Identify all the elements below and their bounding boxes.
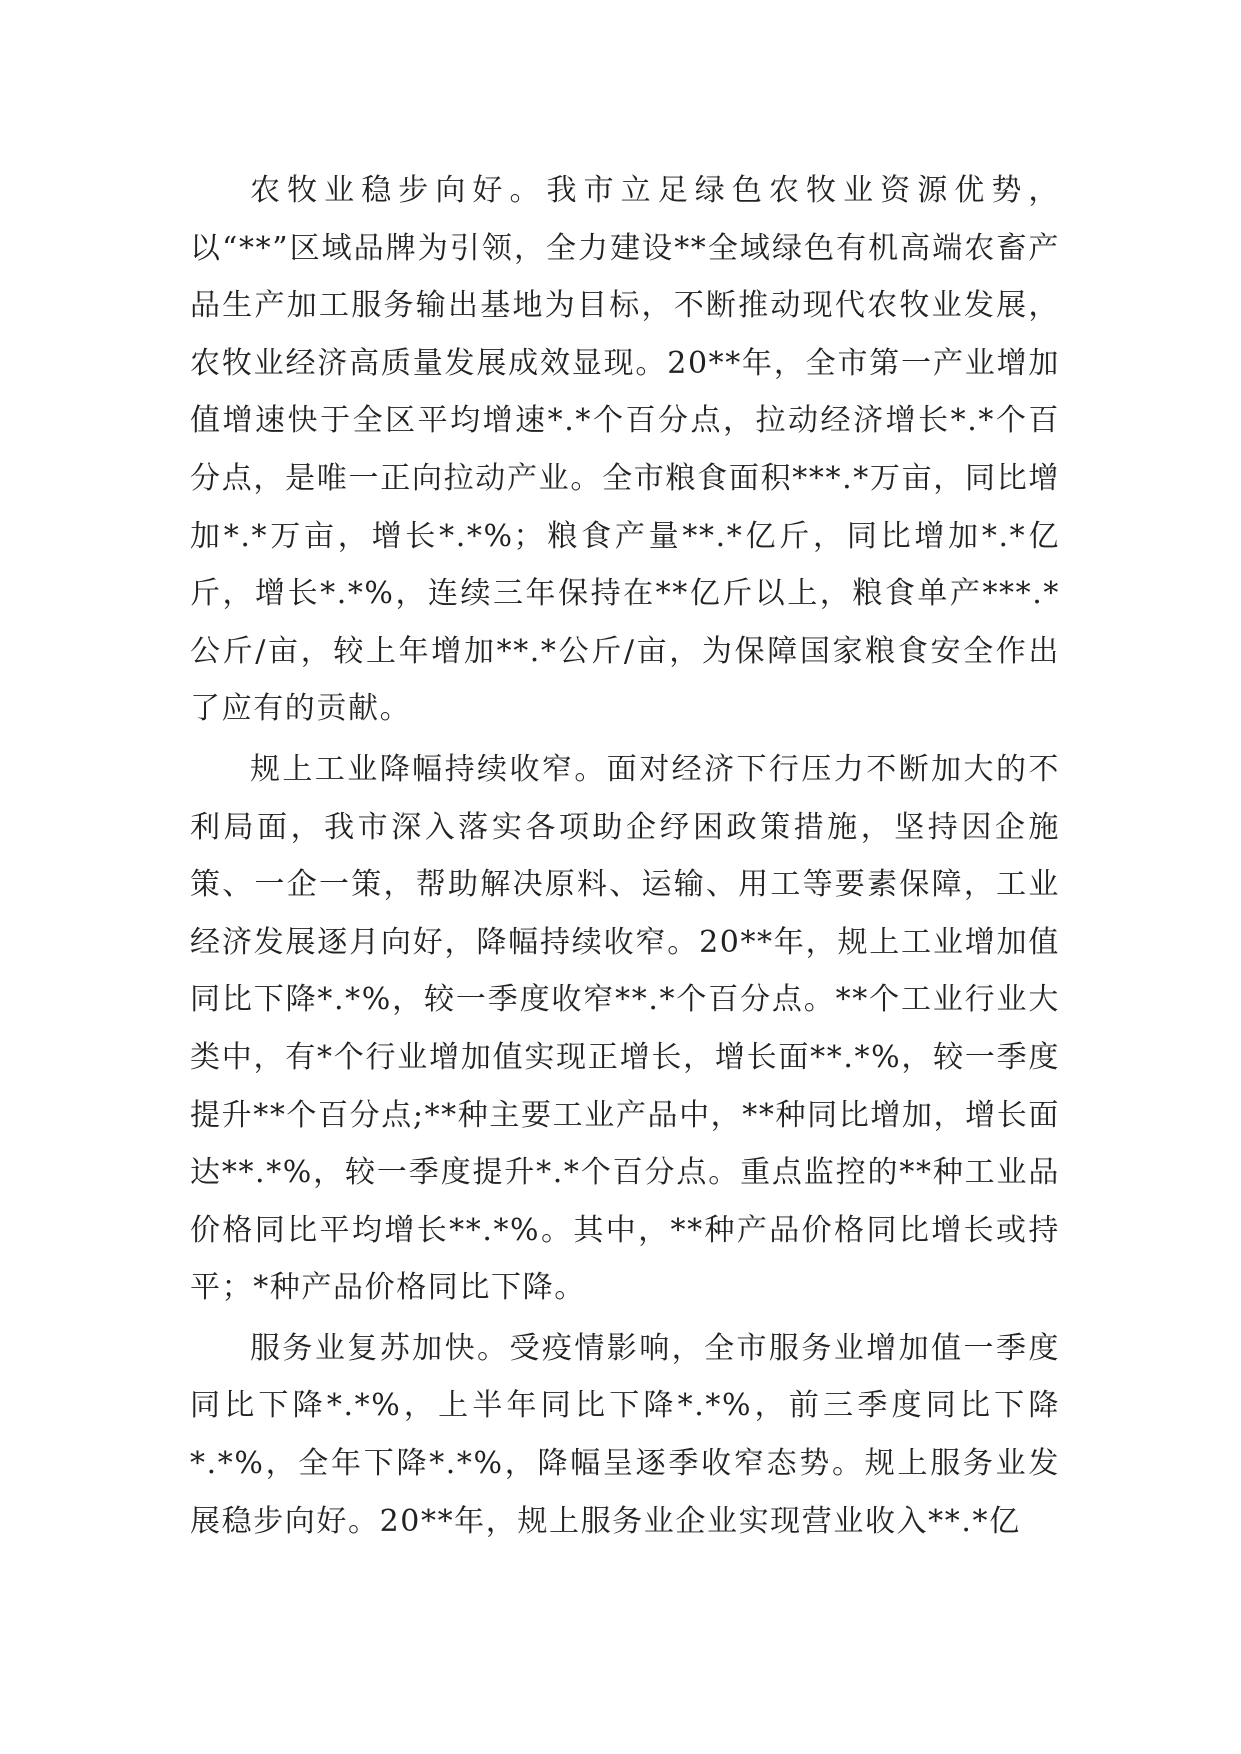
paragraph-agriculture: 农牧业稳步向好。我市立足绿色农牧业资源优势，以“**”区域品牌为引领，全力建设**全域绿色有机高端农畜产品生产加工服务输出基地为目标，不断推动现代农牧业发展，农牧业经济高质量发展成效显现。20**年，全市第一产业增加值增速快于全区平均增速*.*个百分点，拉动经济增长*.*个百分点，是唯一正向拉动产业。全市粮食面积***.*万亩，同比增加*.*万亩，增长*.*%；粮食产量**.*亿斤，同比增加*.*亿斤，增长*.*%，连续三年保持在**亿斤以上，粮食单产***.*公斤/亩，较上年增加**.*公斤/亩，为保障国家粮食安全作出了应有的贡献。	[190, 173, 1060, 727]
paragraph-industry: 规上工业降幅持续收窄。面对经济下行压力不断加大的不利局面，我市深入落实各项助企纾困政策措施，坚持因企施策、一企一策，帮助解决原料、运输、用工等要素保障，工业经济发展逐月向好，降幅持续收窄。20**年，规上工业增加值同比下降*.*%，较一季度收窄**.*个百分点。**个工业行业大类中，有*个行业增加值实现正增长，增长面**.*%，较一季度提升**个百分点;**种主要工业产品中，**种同比增加，增长面达**.*%，较一季度提升*.*个百分点。重点监控的**种工业品价格同比平均增长**.*%。其中，**种产品价格同比增长或持平；*种产品价格同比下降。	[190, 751, 1060, 1306]
document-body	[190, 162, 1060, 1553]
paragraph-services: 服务业复苏加快。受疫情影响，全市服务业增加值一季度同比下降*.*%，上半年同比下降*.*%，前三季度同比下降*.*%，全年下降*.*%，降幅呈逐季收窄态势。规上服务业发展稳步向好。20**年，规上服务业企业实现营业收入**.*亿	[190, 1330, 1060, 1539]
